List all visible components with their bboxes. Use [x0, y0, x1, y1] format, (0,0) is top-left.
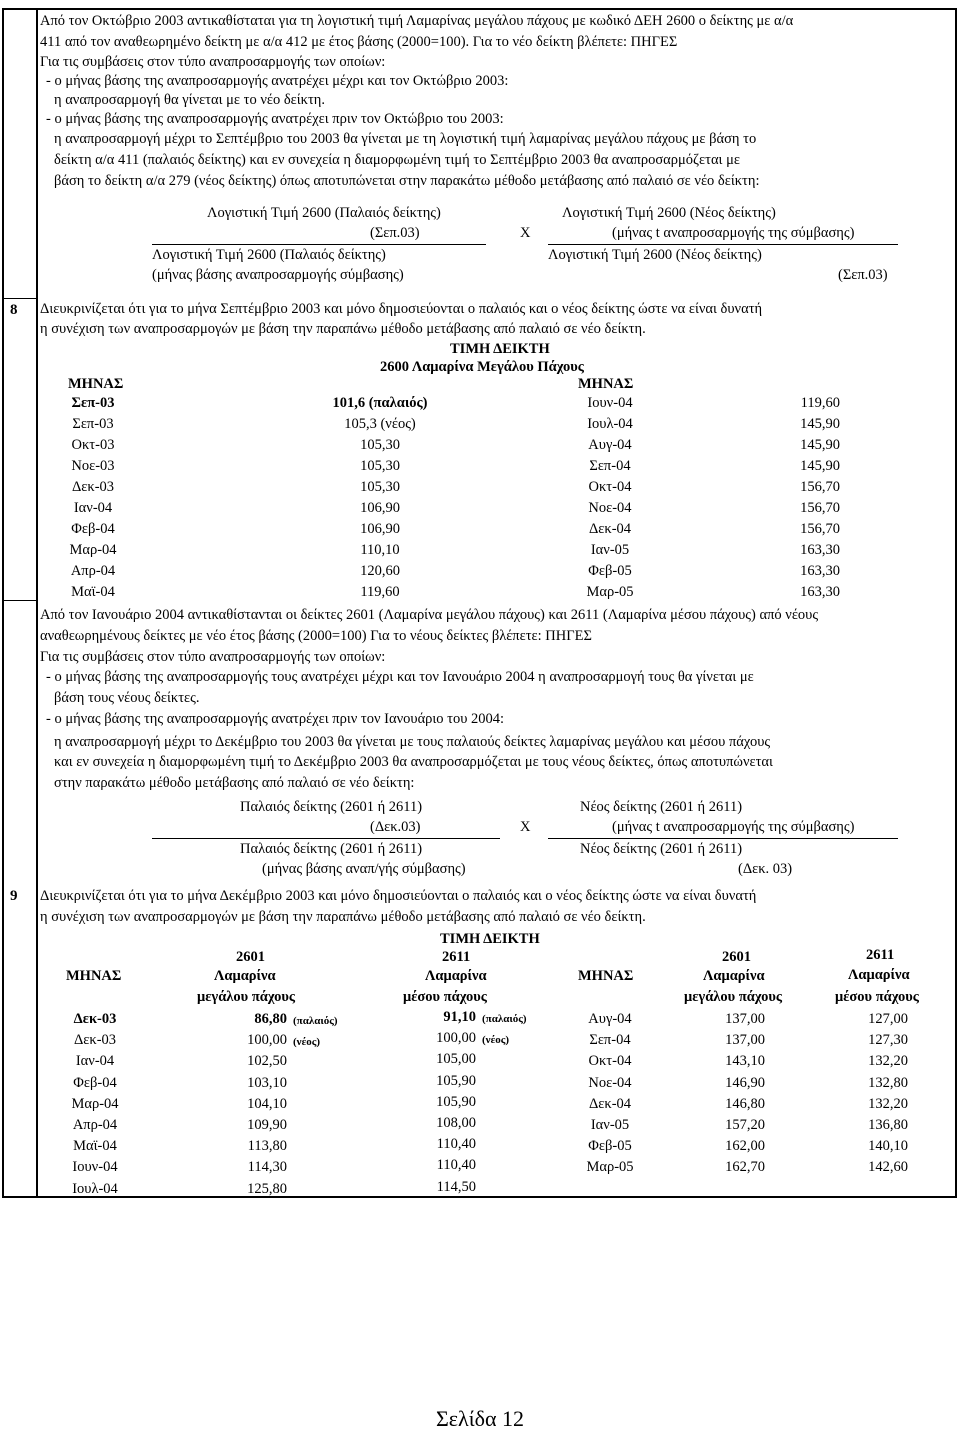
paragraph-line: - ο μήνας βάσης της αναπροσαρμογής τους ανατρέχει μέχρι και τον Ιανουάριο 2004 η αναπροσαρμογή τους θα γίνεται με [46, 669, 754, 685]
table2-month: Δεκ-03 [73, 1011, 117, 1027]
table2-2611: 110,40 [436, 1157, 476, 1174]
table2-2601b: 146,80 [725, 1095, 765, 1112]
formula2-num2: Νέος δείκτης (2601 ή 2611) [580, 799, 743, 815]
table2-2601: 114,30 [247, 1159, 287, 1176]
paragraph-line: αναθεωρημένους δείκτες με νέο έτος βάσης (2000=100) Για το νέους δείκτες βλέπετε: ΠΗΓΕΣ [40, 628, 592, 644]
table2-month2: Νοε-04 [588, 1074, 632, 1091]
table2-h2611b-2: Λαμαρίνα [848, 967, 910, 983]
table1-value: 106,90 [360, 500, 400, 516]
table2-2611b: 132,20 [868, 1053, 908, 1070]
table2-2601b: 143,10 [725, 1053, 765, 1070]
formula1-times: X [520, 225, 531, 241]
table1-month2: Δεκ-04 [588, 521, 632, 537]
paragraph-line: δείκτη α/α 411 (παλαιός δείκτης) και εν συνεχεία η διαμορφωμένη τιμή το Σεπτέμβριο 2003 θα αναπροσαρμόζεται με [54, 152, 740, 168]
formula2-bar1 [152, 838, 500, 839]
table2-2601-note: (παλαιός) [293, 1015, 338, 1027]
table1-value: 105,30 [360, 479, 400, 495]
table2-2601: 103,10 [247, 1074, 287, 1091]
table2-month: Ιαν-04 [75, 1053, 115, 1070]
table1-month: Μαρ-04 [69, 542, 117, 558]
paragraph-line: Από τον Ιανουάριο 2004 αντικαθίστανται οι δείκτες 2601 (Λαμαρίνα μεγάλου πάχους) και 2611 (Λαμαρίνα μέσου πάχους) από νέους [40, 607, 819, 623]
paragraph-line: Διευκρινίζεται ότι για το μήνα Δεκέμβριο 2003 και μόνο δημοσιεύονται ο παλαιός και ο νέος δείκτης ώστε να είναι δυνατή [40, 888, 757, 904]
table1-value2: 145,90 [800, 416, 840, 432]
formula1-bar1 [152, 244, 486, 245]
table2-2601: 125,80 [247, 1180, 287, 1197]
table1-value: 110,10 [360, 542, 400, 558]
table2-2611b: 142,60 [868, 1159, 908, 1176]
table1-month2: Ιουν-04 [587, 395, 633, 411]
table2-2611: 105,00 [436, 1051, 476, 1068]
table2-h2611-3: μέσου πάχους [403, 989, 487, 1005]
paragraph-line: Διευκρινίζεται ότι για το μήνα Σεπτέμβριο 2003 και μόνο δημοσιεύονται ο παλαιός και ο νέος δείκτης ώστε να είναι δυνατή [40, 301, 763, 317]
formula1-den1: Λογιστική Τιμή 2600 (Παλαιός δείκτης) [152, 247, 386, 263]
paragraph-line: βάση τους νέους δείκτες. [54, 690, 200, 706]
table1-value2: 156,70 [800, 479, 840, 495]
table2-2611: 105,90 [436, 1072, 476, 1089]
formula2-den2: Νέος δείκτης (2601 ή 2611) [580, 841, 743, 857]
table1-value2: 163,30 [800, 542, 840, 558]
paragraph-line: η συνέχιση των αναπροσαρμογών με βάση την παραπάνω μέθοδο μετάβασης από παλαιό σε νέο δείκτη. [40, 909, 646, 925]
paragraph-line: - ο μήνας βάσης της αναπροσαρμογής ανατρέχει μέχρι και τον Οκτώβριο 2003: [46, 73, 509, 89]
table2-title: ΤΙΜΗ ΔΕΙΚΤΗ [440, 931, 540, 947]
table2-h2601-3: μεγάλου πάχους [197, 989, 296, 1005]
table2-2601-note: (νέος) [293, 1036, 321, 1049]
table2-2611b: 132,80 [868, 1074, 908, 1091]
table1-month2: Μαρ-05 [586, 584, 634, 600]
table1-month: Ιαν-04 [73, 500, 113, 516]
table2-h2601b-3: μεγάλου πάχους [684, 989, 783, 1005]
table1-month: Σεπ-03 [71, 395, 115, 411]
table1-value2: 163,30 [800, 563, 840, 579]
table1-value2: 145,90 [800, 458, 840, 474]
table2-month: Μαρ-04 [71, 1095, 119, 1112]
table1-value: 120,60 [360, 563, 400, 579]
formula1-num2: Λογιστική Τιμή 2600 (Νέος δείκτης) [562, 205, 776, 221]
table2-2611: 108,00 [436, 1115, 476, 1131]
table1-month2: Ιαν-05 [590, 542, 630, 558]
formula1-num2b: (μήνας t αναπροσαρμογής της σύμβασης) [612, 225, 855, 241]
paragraph-line: η αναπροσαρμογή θα γίνεται με το νέο δείκτη. [54, 92, 325, 108]
table2-2611-note: (νέος) [482, 1034, 510, 1047]
paragraph-line: - ο μήνας βάσης της αναπροσαρμογής ανατρέχει πριν τον Οκτώβριο του 2003: [46, 111, 504, 127]
formula1-den2b: (Σεπ.03) [838, 267, 888, 283]
table1-value2: 145,90 [800, 437, 840, 453]
table2-2601b: 162,70 [725, 1159, 765, 1176]
paragraph-line: Από τον Οκτώβριο 2003 αντικαθίσταται για τη λογιστική τιμή Λαμαρίνας μεγάλου πάχους με κωδικό ΔΕΗ 2600 ο δείκτης με α/α [40, 13, 794, 29]
table2-2601: 100,00 [247, 1032, 287, 1049]
table2-h2601-1: 2601 [236, 949, 265, 965]
table1-month: Δεκ-03 [71, 479, 115, 495]
paragraph-line: - ο μήνας βάσης της αναπροσαρμογής ανατρέχει πριν τον Ιανουάριο του 2004: [46, 711, 505, 727]
table2-month2: Δεκ-04 [588, 1095, 632, 1112]
table1-header-month2: ΜΗΝΑΣ [578, 376, 634, 392]
formula2-bar2 [548, 838, 898, 839]
table1-header-month: ΜΗΝΑΣ [68, 376, 124, 392]
table2-2601b: 162,00 [725, 1138, 765, 1155]
formula2-times: X [520, 819, 531, 835]
table2-h2611b-3: μέσου πάχους [835, 989, 919, 1005]
table2-2611b: 127,30 [868, 1032, 908, 1049]
paragraph-line: Για τις συμβάσεις στον τύπο αναπροσαρμογής των οποίων: [40, 54, 386, 70]
table2-2601b: 157,20 [725, 1117, 765, 1133]
page-number: Σελίδα 12 [435, 1406, 525, 1431]
table2-2611-note: (παλαιός) [482, 1013, 527, 1025]
table1-month2: Σεπ-04 [589, 458, 631, 474]
paragraph-line: η αναπροσαρμογή μέχρι το Σεπτέμβριο του 2003 θα γίνεται με τη λογιστική τιμή λαμαρίνας μεγάλου πάχους με βάση το [54, 131, 757, 147]
table1-value: 101,6 (παλαιός) [332, 395, 428, 411]
table2-2601: 86,80 [254, 1011, 287, 1027]
paragraph-line: η συνέχιση των αναπροσαρμογών με βάση την παραπάνω μέθοδο μετάβασης από παλαιό σε νέο δείκτη. [40, 321, 646, 337]
table2-2611b: 132,20 [868, 1095, 908, 1112]
table2-month: Απρ-04 [72, 1117, 118, 1133]
table1-value2: 156,70 [800, 521, 840, 537]
formula2-num2b: (μήνας t αναπροσαρμογής της σύμβασης) [612, 819, 855, 835]
table1-month2: Νοε-04 [588, 500, 632, 516]
table2-month: Δεκ-03 [73, 1032, 117, 1049]
formula2-num1: Παλαιός δείκτης (2601 ή 2611) [240, 799, 423, 815]
table1-month: Μαϊ-04 [71, 584, 115, 600]
table2-month2: Ιαν-05 [590, 1117, 630, 1133]
table2-header-month2: ΜΗΝΑΣ [578, 968, 634, 984]
table2-month: Μαϊ-04 [73, 1138, 117, 1155]
table1-value2: 119,60 [800, 395, 840, 411]
table2-month2: Σεπ-04 [589, 1032, 631, 1049]
formula2-den2b: (Δεκ. 03) [738, 861, 793, 877]
table2-h2611b-1: 2611 [866, 947, 895, 963]
formula1-den2: Λογιστική Τιμή 2600 (Νέος δείκτης) [548, 247, 762, 263]
table2-month2: Οκτ-04 [588, 1053, 632, 1070]
table1-month2: Φεβ-05 [588, 563, 632, 579]
table2-2611b: 140,10 [868, 1138, 908, 1155]
table2-2611: 105,90 [436, 1093, 476, 1110]
paragraph-line: Για τις συμβάσεις στον τύπο αναπροσαρμογής των οποίων: [40, 649, 386, 665]
table1-value: 106,90 [360, 521, 400, 537]
table2-h2611-1: 2611 [442, 949, 471, 965]
table1-value2: 163,30 [800, 584, 840, 600]
formula2-den1b: (μήνας βάσης αναπ/γής σύμβασης) [262, 861, 466, 877]
table1-subtitle: 2600 Λαμαρίνα Μεγάλου Πάχους [380, 359, 584, 375]
table2-2601: 109,90 [247, 1117, 287, 1133]
item-separator [4, 298, 38, 299]
table2-2601b: 146,90 [725, 1074, 765, 1091]
table1-month2: Οκτ-04 [588, 479, 632, 495]
table2-2601b: 137,00 [725, 1032, 765, 1049]
table2-2601: 113,80 [247, 1138, 287, 1155]
formula1-num1b: (Σεπ.03) [370, 225, 420, 241]
table1-month2: Ιουλ-04 [587, 416, 633, 432]
table1-month2: Αυγ-04 [588, 437, 632, 453]
item-number-9: 9 [10, 888, 18, 904]
table2-2611: 114,50 [436, 1178, 476, 1195]
table1-month: Νοε-03 [71, 458, 115, 474]
table1-value2: 156,70 [800, 500, 840, 516]
paragraph-line: 411 από τον αναθεωρημένο δείκτη με α/α 412 με έτος βάσης (2000=100). Για το νέο δείκτη βλέπετε: ΠΗΓΕΣ [40, 34, 678, 50]
table2-h2601b-2: Λαμαρίνα [703, 968, 765, 984]
item-number-8: 8 [10, 302, 18, 318]
table2-2611: 100,00 [436, 1030, 476, 1047]
table2-2601: 102,50 [247, 1053, 287, 1070]
table2-month2: Φεβ-05 [588, 1138, 632, 1155]
table1-value: 105,30 [360, 437, 400, 453]
paragraph-line: και εν συνεχεία η διαμορφωμένη τιμή το Δεκέμβριο 2003 θα αναπροσαρμόζεται με τους νέους δείκτες, όπως αποτυπώνεται [54, 754, 773, 770]
table1-value: 105,30 [360, 458, 400, 474]
formula1-bar2 [548, 244, 898, 245]
table2-h2601-2: Λαμαρίνα [214, 968, 276, 984]
table1-month: Φεβ-04 [71, 521, 115, 537]
formula1-num1: Λογιστική Τιμή 2600 (Παλαιός δείκτης) [207, 205, 441, 221]
formula2-den1: Παλαιός δείκτης (2601 ή 2611) [240, 841, 423, 857]
table2-2601: 104,10 [247, 1095, 287, 1112]
table1-month: Απρ-04 [70, 563, 116, 579]
table1-title: ΤΙΜΗ ΔΕΙΚΤΗ [450, 341, 550, 357]
table2-2611: 110,40 [436, 1136, 476, 1153]
table2-2611: 91,10 [443, 1009, 476, 1025]
paragraph-line: η αναπροσαρμογή μέχρι το Δεκέμβριο του 2003 θα γίνεται με τους παλαιούς δείκτες λαμαρίνας μεγάλου και μέσου πάχους [54, 734, 771, 750]
table2-2601b: 137,00 [725, 1011, 765, 1027]
table2-h2611-2: Λαμαρίνα [425, 968, 487, 984]
formula2-num1b: (Δεκ.03) [370, 819, 421, 835]
table2-2611b: 136,80 [868, 1117, 908, 1133]
table2-month: Ιουλ-04 [72, 1180, 118, 1197]
formula1-den1b: (μήνας βάσης αναπροσαρμογής σύμβασης) [152, 267, 404, 283]
table2-2611b: 127,00 [868, 1011, 908, 1027]
table1-month: Οκτ-03 [71, 437, 115, 453]
table1-month: Σεπ-03 [72, 416, 114, 432]
table2-month2: Μαρ-05 [586, 1159, 634, 1176]
table2-header-month: ΜΗΝΑΣ [66, 968, 122, 984]
table1-value: 105,3 (νέος) [344, 416, 416, 432]
table2-month2: Αυγ-04 [588, 1011, 632, 1027]
table2-h2601b-1: 2601 [722, 949, 751, 965]
table1-value: 119,60 [360, 584, 400, 600]
table2-month: Ιουν-04 [72, 1159, 118, 1176]
table2-month: Φεβ-04 [73, 1074, 117, 1091]
paragraph-line: στην παρακάτω μέθοδο μετάβασης από παλαιό σε νέο δείκτη: [54, 775, 415, 791]
paragraph-line: βάση το δείκτη α/α 279 (νέος δείκτης) όπως αποτυπώνεται στην παρακάτω μέθοδο μετάβασης από παλαιό σε νέο δείκτη: [54, 173, 760, 189]
